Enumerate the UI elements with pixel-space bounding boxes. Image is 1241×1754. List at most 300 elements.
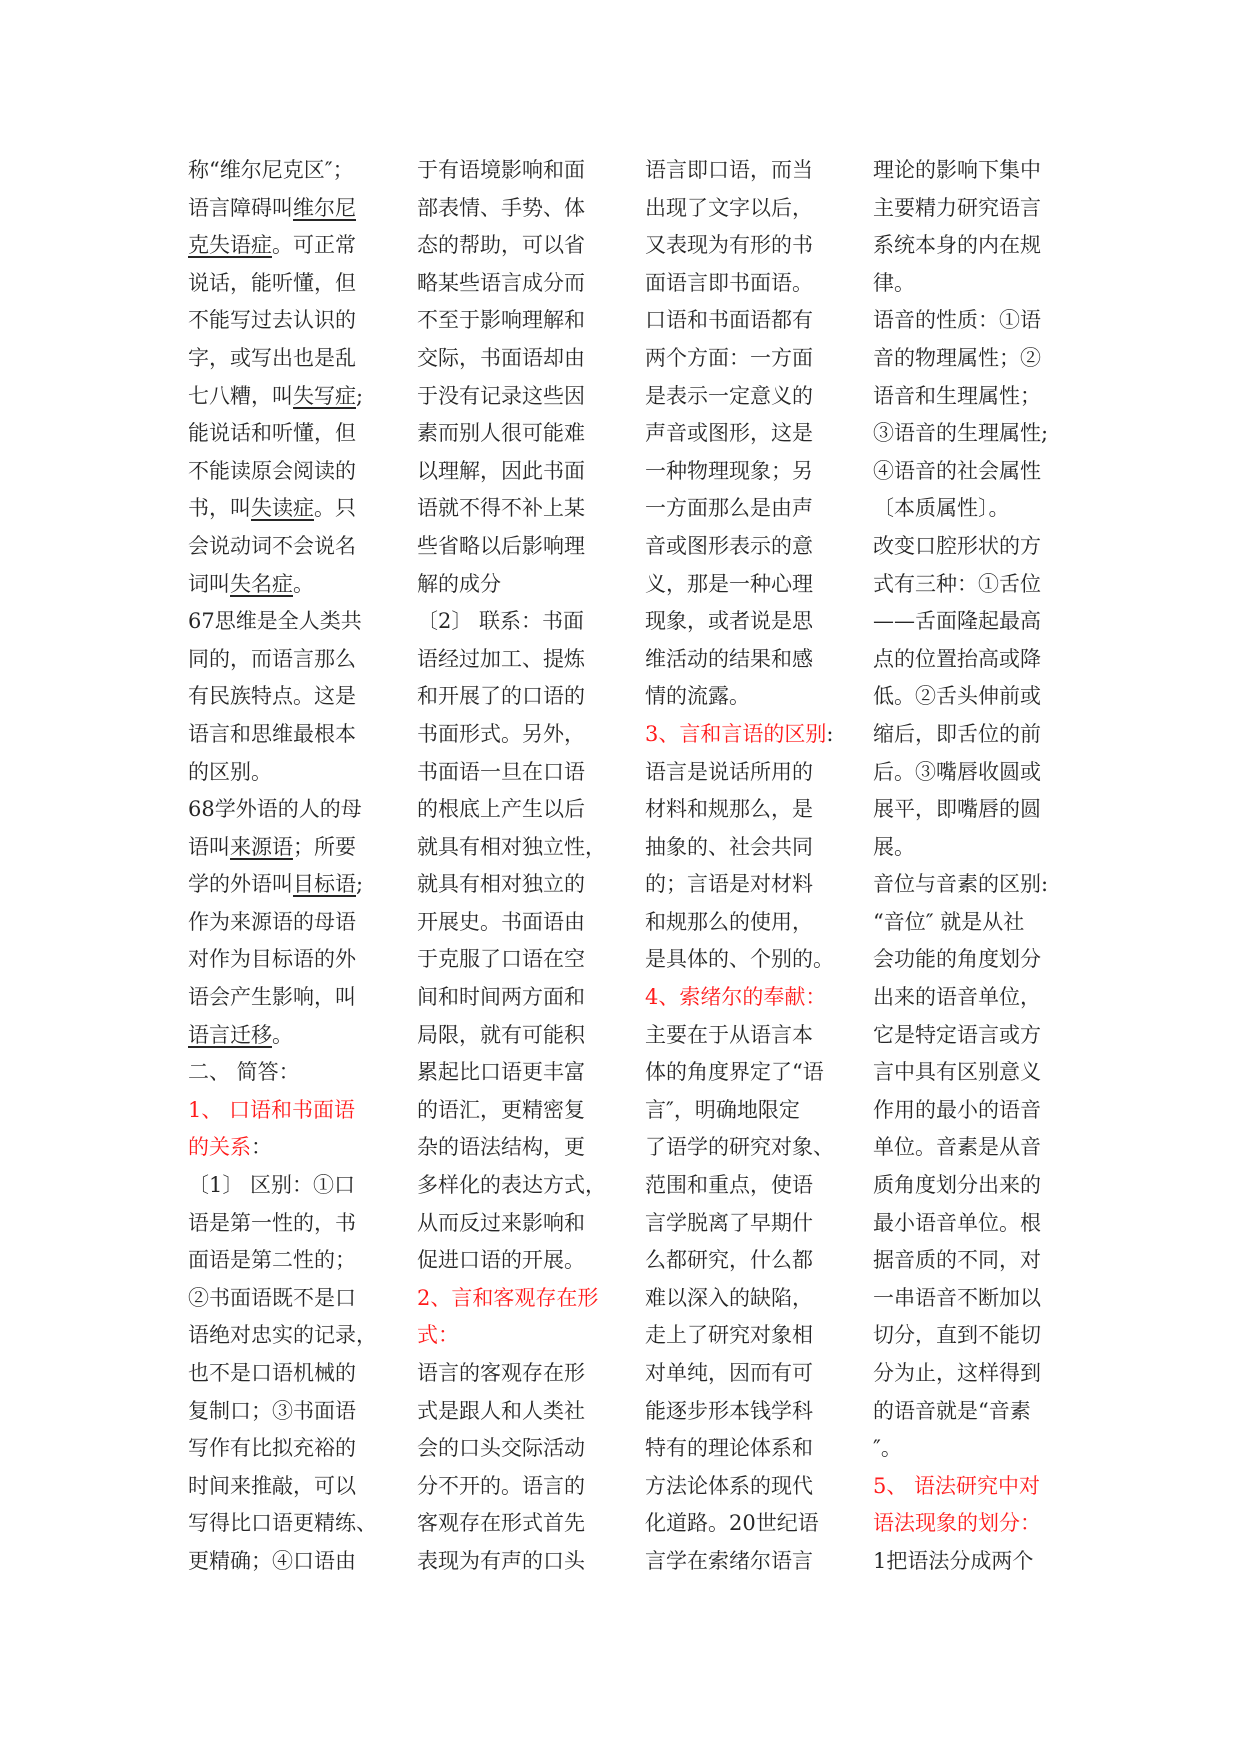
body-text: 语就不得不补上某	[417, 496, 585, 521]
body-text: 情的流露。	[645, 684, 750, 709]
section-heading-text: 5、 语法研究中对	[873, 1473, 1041, 1498]
text-line	[873, 1242, 1063, 1280]
body-text: 面语是第二性的；	[188, 1248, 356, 1273]
body-text: 展平，即嘴唇的圆	[873, 797, 1041, 822]
text-line	[645, 1355, 835, 1393]
section-heading-text: 式：	[417, 1323, 459, 1348]
body-text: 语言和思维最根本	[188, 721, 356, 746]
underlined-term: 失读症	[251, 496, 314, 521]
text-line	[188, 302, 378, 340]
text-line	[417, 641, 607, 679]
text-line	[645, 265, 835, 303]
text-line	[645, 1317, 835, 1355]
text-line	[188, 1355, 378, 1393]
body-text: 67思维是全人类共	[188, 609, 362, 634]
body-text: ;	[356, 872, 364, 897]
text-line	[873, 227, 1063, 265]
text-line	[873, 152, 1063, 190]
text-line	[873, 1393, 1063, 1431]
text-line	[188, 227, 378, 265]
text-line	[873, 1317, 1063, 1355]
section-heading-text: 3、言和言语的区别	[645, 721, 827, 746]
body-text: 缩后，即舌位的前	[873, 721, 1041, 746]
body-text: 多样化的表达方式，	[417, 1173, 606, 1198]
body-text: 点的位置抬高或降	[873, 646, 1041, 671]
body-text: 是表示一定意义的	[645, 383, 813, 408]
body-text: 语经过加工、提炼	[417, 646, 585, 671]
body-text: “音位″ 就是从社	[873, 909, 1025, 934]
body-text: 语绝对忠实的记录，	[188, 1323, 377, 1348]
body-text: 写得比口语更精练、	[188, 1511, 377, 1536]
underlined-term: 失写症	[293, 383, 356, 408]
body-text: 。可正常	[272, 233, 356, 258]
text-line	[873, 1205, 1063, 1243]
text-line	[417, 152, 607, 190]
underlined-term: 克失语症	[188, 233, 272, 258]
text-line	[417, 453, 607, 491]
body-text: 会说动词不会说名	[188, 533, 356, 558]
underlined-term: 语言迁移	[188, 1022, 272, 1047]
body-text: :	[826, 721, 834, 746]
body-text: 了语学的研究对象、	[645, 1135, 834, 1160]
text-line	[417, 190, 607, 228]
text-column-4	[873, 152, 1063, 1581]
text-line	[188, 716, 378, 754]
body-text: 语言的客观存在形	[417, 1361, 585, 1385]
text-line	[873, 791, 1063, 829]
body-text: 交际，书面语却由	[417, 345, 585, 370]
body-text: 。	[293, 571, 314, 596]
text-line	[417, 1242, 607, 1280]
body-text: 言学在索绪尔语言	[645, 1548, 813, 1573]
body-text: 于克服了口语在空	[417, 947, 585, 972]
text-line	[873, 453, 1063, 491]
section-heading-text: 4、索绪尔的奉献：	[645, 985, 827, 1010]
text-line	[417, 227, 607, 265]
body-text: 言″，明确地限定	[645, 1097, 800, 1122]
body-text: 分不开的。语言的	[417, 1473, 585, 1498]
body-text: 范围和重点，使语	[645, 1173, 813, 1198]
text-line	[873, 904, 1063, 942]
body-text: 开展史。书面语由	[417, 909, 585, 934]
body-text: 累起比口语更丰富	[417, 1060, 585, 1085]
body-text: 写作有比拟充裕的	[188, 1436, 356, 1461]
body-text: ;	[356, 383, 364, 408]
body-text: 抽象的、社会共同	[645, 834, 813, 859]
text-line	[188, 829, 378, 867]
text-line	[645, 528, 835, 566]
body-text: 对作为目标语的外	[188, 947, 356, 972]
body-text: 间和时间两方面和	[417, 985, 585, 1010]
text-line	[417, 302, 607, 340]
text-line	[188, 641, 378, 679]
text-line	[188, 490, 378, 528]
text-line	[417, 1092, 607, 1130]
body-text: 最小语音单位。根	[873, 1210, 1041, 1235]
body-text: 难以深入的缺陷，	[645, 1285, 813, 1310]
text-line	[645, 1280, 835, 1318]
text-line	[873, 1167, 1063, 1205]
body-text: 一方面那么是由声	[645, 496, 813, 521]
body-text: 语是第一性的，书	[188, 1210, 356, 1235]
text-line	[417, 603, 607, 641]
text-line	[417, 791, 607, 829]
text-line	[188, 1242, 378, 1280]
body-text: 语言障碍叫	[188, 195, 293, 220]
body-text: 书，叫	[188, 496, 251, 521]
text-line	[645, 1092, 835, 1130]
text-line	[417, 528, 607, 566]
body-text: 方法论体系的现代	[645, 1473, 813, 1498]
body-text: 会功能的角度划分	[873, 947, 1041, 972]
text-line	[188, 1092, 378, 1130]
body-text: 和开展了的口语的	[417, 684, 585, 709]
body-text: 更精确；④口语由	[188, 1548, 356, 1573]
body-text: 出现了文字以后，	[645, 195, 813, 220]
text-line	[188, 866, 378, 904]
body-text: 语音和生理属性；	[873, 383, 1041, 408]
text-line	[645, 754, 835, 792]
body-text: 式有三种：①舌位	[873, 571, 1041, 596]
text-line	[417, 1054, 607, 1092]
text-line	[188, 340, 378, 378]
body-text: 时间来推敲，可以	[188, 1473, 356, 1498]
section-heading-text: 语法现象的划分：	[873, 1511, 1041, 1536]
text-line	[645, 190, 835, 228]
body-text: 语会产生影响，叫	[188, 985, 356, 1010]
text-line	[417, 754, 607, 792]
text-line	[645, 829, 835, 867]
body-text: 客观存在形式首先	[417, 1511, 585, 1536]
text-line	[188, 190, 378, 228]
text-line	[188, 791, 378, 829]
text-line	[417, 1393, 607, 1431]
section-heading-text: 2、言和客观存在形	[417, 1285, 599, 1310]
text-line	[188, 1167, 378, 1205]
body-text: 局限，就有可能积	[417, 1022, 585, 1047]
body-text: 声音或图形，这是	[645, 421, 813, 446]
body-text: 现象，或者说是思	[645, 609, 813, 634]
body-text: 书面形式。另外，	[417, 721, 585, 746]
text-line	[417, 1505, 607, 1543]
text-line	[188, 453, 378, 491]
body-text: 律。	[873, 270, 915, 295]
body-text: ③语音的生理属性;	[873, 421, 1049, 446]
body-text: ：	[251, 1135, 272, 1160]
body-text: 切分，直到不能切	[873, 1323, 1041, 1348]
text-line	[417, 716, 607, 754]
text-line	[645, 415, 835, 453]
text-line	[188, 904, 378, 942]
text-line	[188, 1505, 378, 1543]
text-line	[417, 378, 607, 416]
text-line	[645, 1543, 835, 1581]
text-line	[645, 490, 835, 528]
body-text: 对单纯，因而有可	[645, 1361, 813, 1385]
text-line	[188, 979, 378, 1017]
text-line	[873, 829, 1063, 867]
text-line	[645, 1205, 835, 1243]
text-line	[417, 1468, 607, 1506]
body-text: ④语音的社会属性	[873, 458, 1041, 483]
text-line	[188, 1017, 378, 1055]
body-text: 分为止，这样得到	[873, 1361, 1041, 1385]
text-line	[873, 716, 1063, 754]
body-text: 据音质的不同，对	[873, 1248, 1041, 1273]
section-heading-text: 1、 口语和书面语	[188, 1097, 356, 1122]
text-line	[873, 678, 1063, 716]
body-text: ——舌面隆起最高	[873, 609, 1041, 634]
body-text: 的根底上产生以后	[417, 797, 585, 822]
text-line	[873, 490, 1063, 528]
body-text: 些省略以后影响理	[417, 533, 585, 558]
body-text: 〔1〕 区别：①口	[188, 1173, 356, 1198]
body-text: 不能读原会阅读的	[188, 458, 356, 483]
text-line	[417, 1280, 607, 1318]
underlined-term: 来源语	[230, 834, 293, 859]
text-line	[645, 1129, 835, 1167]
text-line	[417, 1430, 607, 1468]
body-text: 低。②舌头伸前或	[873, 684, 1041, 709]
text-line	[873, 415, 1063, 453]
text-line	[645, 566, 835, 604]
text-line	[645, 1017, 835, 1055]
text-line	[188, 265, 378, 303]
text-line	[417, 678, 607, 716]
text-line	[188, 1280, 378, 1318]
text-line	[873, 1092, 1063, 1130]
body-text: 走上了研究对象相	[645, 1323, 813, 1348]
body-text: 杂的语法结构，更	[417, 1135, 585, 1160]
text-line	[645, 791, 835, 829]
text-line	[873, 566, 1063, 604]
body-text: 特有的理论体系和	[645, 1436, 813, 1461]
body-text: 会的口头交际活动	[417, 1436, 585, 1461]
body-text: 单位。音素是从音	[873, 1135, 1041, 1160]
body-text: 体的角度界定了“语	[645, 1060, 824, 1085]
body-text: 从而反过来影响和	[417, 1210, 585, 1235]
body-text: 词叫	[188, 571, 230, 596]
text-line	[645, 152, 835, 190]
body-text: 一种物理现象；另	[645, 458, 813, 483]
text-line	[417, 941, 607, 979]
text-line	[873, 1468, 1063, 1506]
body-text: 维活动的结果和感	[645, 646, 813, 671]
text-line	[873, 378, 1063, 416]
text-line	[188, 1543, 378, 1581]
text-line	[645, 1468, 835, 1506]
text-line	[645, 340, 835, 378]
body-text: 质角度划分出来的	[873, 1173, 1041, 1198]
text-line	[417, 1543, 607, 1581]
body-text: 言中具有区别意义	[873, 1060, 1041, 1085]
text-line	[417, 1167, 607, 1205]
body-text: 作用的最小的语音	[873, 1097, 1041, 1122]
text-line	[645, 1054, 835, 1092]
text-line	[188, 603, 378, 641]
body-text: 能说话和听懂，但	[188, 421, 356, 446]
text-line	[645, 1242, 835, 1280]
body-text: 材料和规那么，是	[645, 797, 813, 822]
body-text: 。	[272, 1022, 293, 1047]
text-line	[188, 1468, 378, 1506]
body-text: 么都研究，什么都	[645, 1248, 813, 1273]
underlined-term: 失名症	[230, 571, 293, 596]
text-line	[188, 678, 378, 716]
body-text: 语音的性质：①语	[873, 308, 1041, 333]
text-line	[873, 1355, 1063, 1393]
text-column-2	[417, 152, 607, 1581]
text-line	[873, 866, 1063, 904]
body-text: 〔2〕 联系：书面	[417, 609, 585, 634]
text-column-1	[188, 152, 378, 1581]
text-line	[417, 1317, 607, 1355]
text-line	[188, 528, 378, 566]
body-text: 就具有相对独立的	[417, 872, 585, 897]
text-line	[873, 1505, 1063, 1543]
body-text: 语言即口语，而当	[645, 158, 813, 182]
body-text: 两个方面：一方面	[645, 345, 813, 370]
text-line	[873, 528, 1063, 566]
section-heading-text: 的关系	[188, 1135, 251, 1160]
body-text: 以理解，因此书面	[417, 458, 585, 483]
body-text: ②书面语既不是口	[188, 1285, 356, 1310]
body-text: 的；言语是对材料	[645, 872, 813, 897]
body-text: 语叫	[188, 834, 230, 859]
text-line	[873, 603, 1063, 641]
body-text: 书面语一旦在口语	[417, 759, 585, 784]
body-text: 的区别。	[188, 759, 272, 784]
text-line	[873, 1543, 1063, 1581]
body-text: 不至于影响理解和	[417, 308, 585, 333]
text-line	[645, 378, 835, 416]
text-line	[873, 190, 1063, 228]
text-line	[873, 1280, 1063, 1318]
body-text: 。只	[314, 496, 356, 521]
body-text: 作为来源语的母语	[188, 909, 356, 934]
body-text: 化道路。20世纪语	[645, 1511, 819, 1536]
text-line	[417, 340, 607, 378]
text-line	[417, 904, 607, 942]
body-text: 同的，而语言那么	[188, 646, 356, 671]
body-text: 学的外语叫	[188, 872, 293, 897]
text-line	[188, 1317, 378, 1355]
body-text: 的语汇，更精密复	[417, 1097, 585, 1122]
text-line	[188, 1054, 378, 1092]
body-text: 〔本质属性〕。	[873, 496, 1010, 521]
body-text: ″。	[873, 1436, 902, 1461]
text-line	[417, 979, 607, 1017]
body-text: 和规那么的使用，	[645, 909, 813, 934]
text-column-3	[645, 152, 835, 1581]
body-text: 改变口腔形状的方	[873, 533, 1041, 558]
body-text: 部表情、手势、体	[417, 195, 585, 220]
text-line	[645, 453, 835, 491]
text-line	[873, 1129, 1063, 1167]
text-line	[873, 1430, 1063, 1468]
text-line	[417, 490, 607, 528]
text-line	[645, 641, 835, 679]
text-line	[645, 716, 835, 754]
body-text: 是具体的、个别的。	[645, 947, 834, 972]
text-line	[645, 678, 835, 716]
text-line	[188, 566, 378, 604]
text-line	[417, 1129, 607, 1167]
text-line	[645, 1505, 835, 1543]
text-line	[873, 265, 1063, 303]
body-text: 态的帮助，可以省	[417, 233, 585, 258]
text-line	[417, 1017, 607, 1055]
text-line	[873, 941, 1063, 979]
text-line	[188, 941, 378, 979]
body-text: 解的成分	[417, 571, 501, 596]
text-line	[645, 941, 835, 979]
body-text: 理论的影响下集中	[873, 158, 1041, 182]
text-line	[873, 1054, 1063, 1092]
body-text: 音或图形表示的意	[645, 533, 813, 558]
text-line	[417, 829, 607, 867]
body-text: 又表现为有形的书	[645, 233, 813, 258]
text-line	[417, 1205, 607, 1243]
body-text: 语言是说话所用的	[645, 759, 813, 784]
underlined-term: 维尔尼	[293, 195, 356, 220]
text-line	[645, 1430, 835, 1468]
text-line	[188, 1393, 378, 1431]
body-text: 出来的语音单位，	[873, 985, 1041, 1010]
text-line	[873, 302, 1063, 340]
text-line	[873, 754, 1063, 792]
text-line	[873, 1017, 1063, 1055]
underlined-term: 目标语	[293, 872, 356, 897]
text-line	[188, 415, 378, 453]
text-line	[417, 866, 607, 904]
body-text: 义，那是一种心理	[645, 571, 813, 596]
body-text: 式是跟人和人类社	[417, 1398, 585, 1423]
text-line	[873, 641, 1063, 679]
text-line	[645, 979, 835, 1017]
body-text: 有民族特点。这是	[188, 684, 356, 709]
body-text: 于没有记录这些因	[417, 383, 585, 408]
text-line	[417, 1355, 607, 1393]
body-text: 它是特定语言或方	[873, 1022, 1041, 1047]
body-text: 的语音就是“音素	[873, 1398, 1031, 1423]
text-line	[645, 866, 835, 904]
body-text: 略某些语言成分而	[417, 270, 585, 295]
body-text: 二、 简答：	[188, 1060, 300, 1085]
body-text: 主要在于从语言本	[645, 1022, 813, 1047]
body-text: 称“维尔尼克区″；	[188, 158, 354, 182]
text-line	[417, 265, 607, 303]
body-text: 音位与音素的区别:	[873, 872, 1049, 897]
body-text: ；所要	[293, 834, 356, 859]
text-line	[645, 1393, 835, 1431]
body-text: 复制口；③书面语	[188, 1398, 356, 1423]
body-text: 说话，能听懂，但	[188, 270, 356, 295]
body-text: 七八糟，叫	[188, 383, 293, 408]
body-text: 于有语境影响和面	[417, 158, 585, 182]
text-line	[188, 1205, 378, 1243]
text-line	[645, 904, 835, 942]
body-text: 也不是口语机械的	[188, 1361, 356, 1385]
body-text: 促进口语的开展。	[417, 1248, 585, 1273]
text-line	[188, 378, 378, 416]
body-text: 后。③嘴唇收圆或	[873, 759, 1041, 784]
text-line	[188, 1430, 378, 1468]
body-text: 68学外语的人的母	[188, 797, 362, 822]
body-text: 音的物理属性；②	[873, 345, 1041, 370]
body-text: 主要精力研究语言	[873, 195, 1041, 220]
text-line	[417, 415, 607, 453]
